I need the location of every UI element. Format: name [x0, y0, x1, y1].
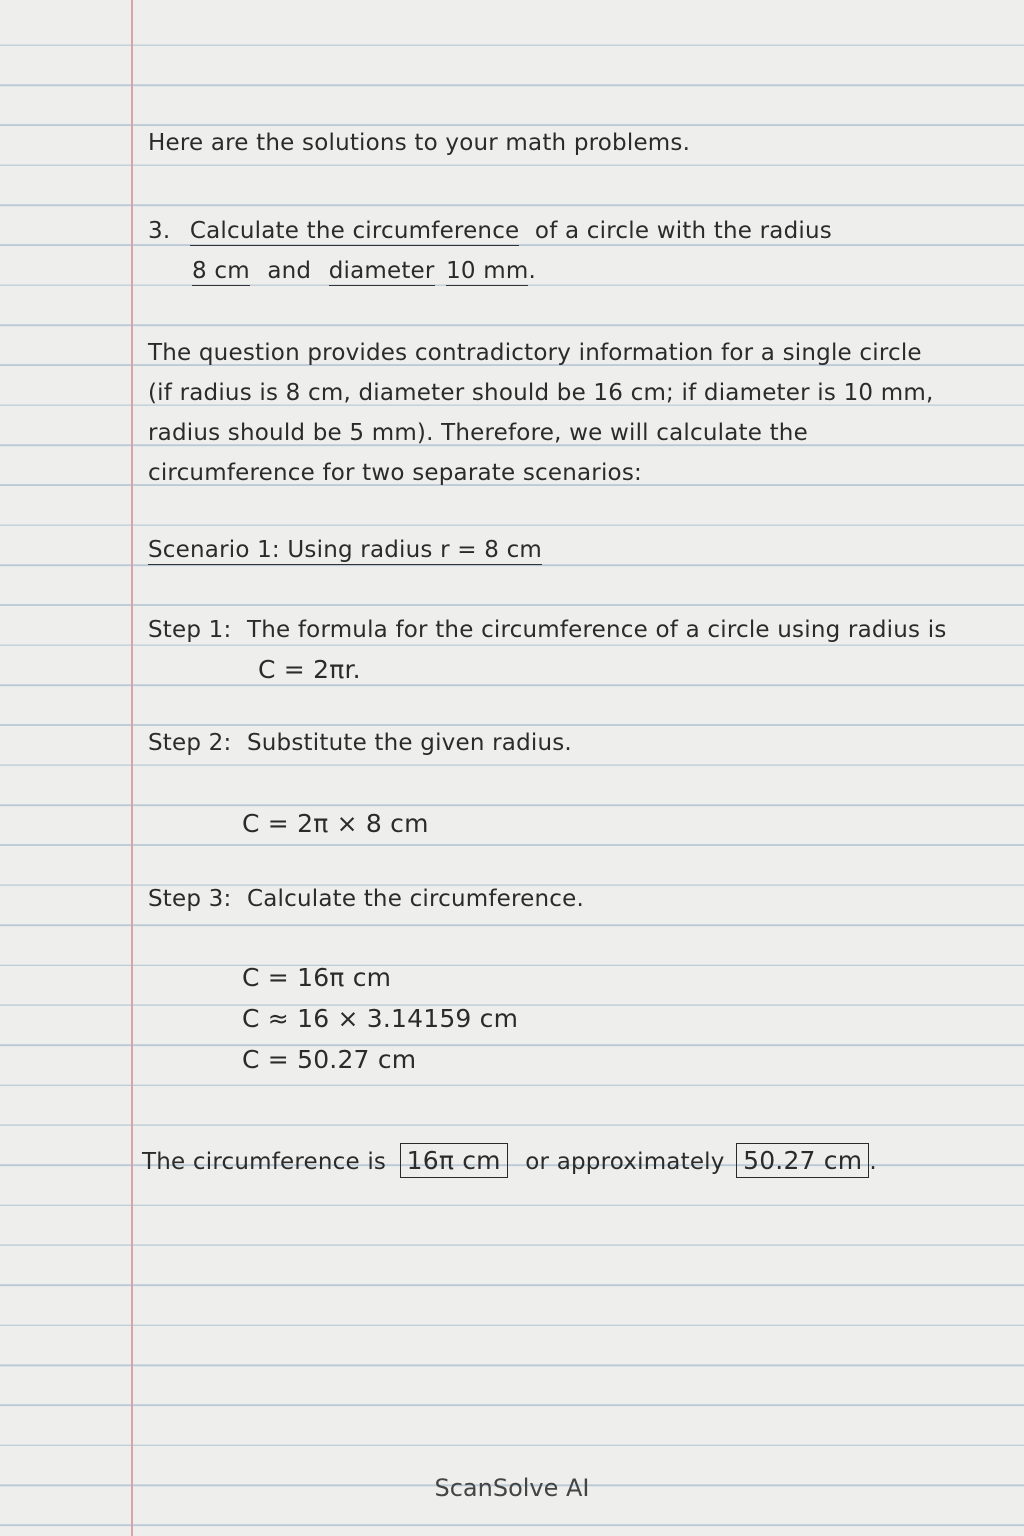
problem-number: 3.	[148, 218, 171, 244]
step2-formula: C = 2π × 8 cm	[242, 809, 429, 838]
problem-text-1: of a circle with the radius	[534, 218, 832, 244]
step3-line	[148, 886, 584, 912]
step2-label: Step 2:	[148, 730, 232, 756]
problem-diameter-value: 10 mm	[446, 258, 529, 284]
answer-line	[142, 1143, 877, 1178]
margin-line	[131, 0, 133, 1536]
scenario-title	[148, 537, 542, 563]
problem-radius: 8 cm	[192, 258, 250, 284]
step3-formula-2: C ≈ 16 × 3.14159 cm	[242, 1004, 519, 1033]
answer-middle: or approximately	[525, 1149, 725, 1175]
step3-formula-3: C = 50.27 cm	[242, 1045, 417, 1074]
answer-box-exact: 16π cm	[400, 1143, 508, 1178]
step2-line	[148, 730, 572, 756]
problem-period: .	[528, 258, 536, 284]
explanation-line-1: The question provides contradictory information for a single circle	[148, 340, 922, 366]
step3-formula-1: C = 16π cm	[242, 963, 392, 992]
step3-text: Calculate the circumference.	[246, 886, 585, 912]
explanation-line-4: circumference for two separate scenarios:	[148, 460, 642, 486]
problem-underline-1: Calculate the circumference	[189, 218, 520, 244]
step3-label: Step 3:	[148, 886, 232, 912]
explanation-line-2: (if radius is 8 cm, diameter should be 16 cm; if diameter is 10 mm,	[148, 380, 934, 406]
step1-label: Step 1:	[148, 617, 232, 643]
answer-suffix: .	[869, 1149, 877, 1175]
problem-line-2	[192, 258, 536, 284]
problem-diameter-label: diameter	[328, 258, 435, 284]
explanation-line-3: radius should be 5 mm). Therefore, we will calculate the	[148, 420, 808, 446]
scenario-title-text: Scenario 1: Using radius r = 8 cm	[148, 537, 543, 563]
answer-prefix: The circumference is	[142, 1149, 387, 1175]
step1-formula: C = 2πr.	[258, 655, 361, 684]
problem-line-1	[148, 218, 832, 244]
intro-text: Here are the solutions to your math problems.	[148, 130, 691, 156]
step2-text: Substitute the given radius.	[246, 730, 572, 756]
step1-text: The formula for the circumference of a circle using radius is	[246, 617, 947, 643]
brand-footer: ScanSolve AI	[434, 1474, 590, 1502]
step1-line	[148, 617, 947, 643]
answer-box-approx: 50.27 cm	[736, 1143, 869, 1178]
problem-and: and	[267, 258, 312, 284]
